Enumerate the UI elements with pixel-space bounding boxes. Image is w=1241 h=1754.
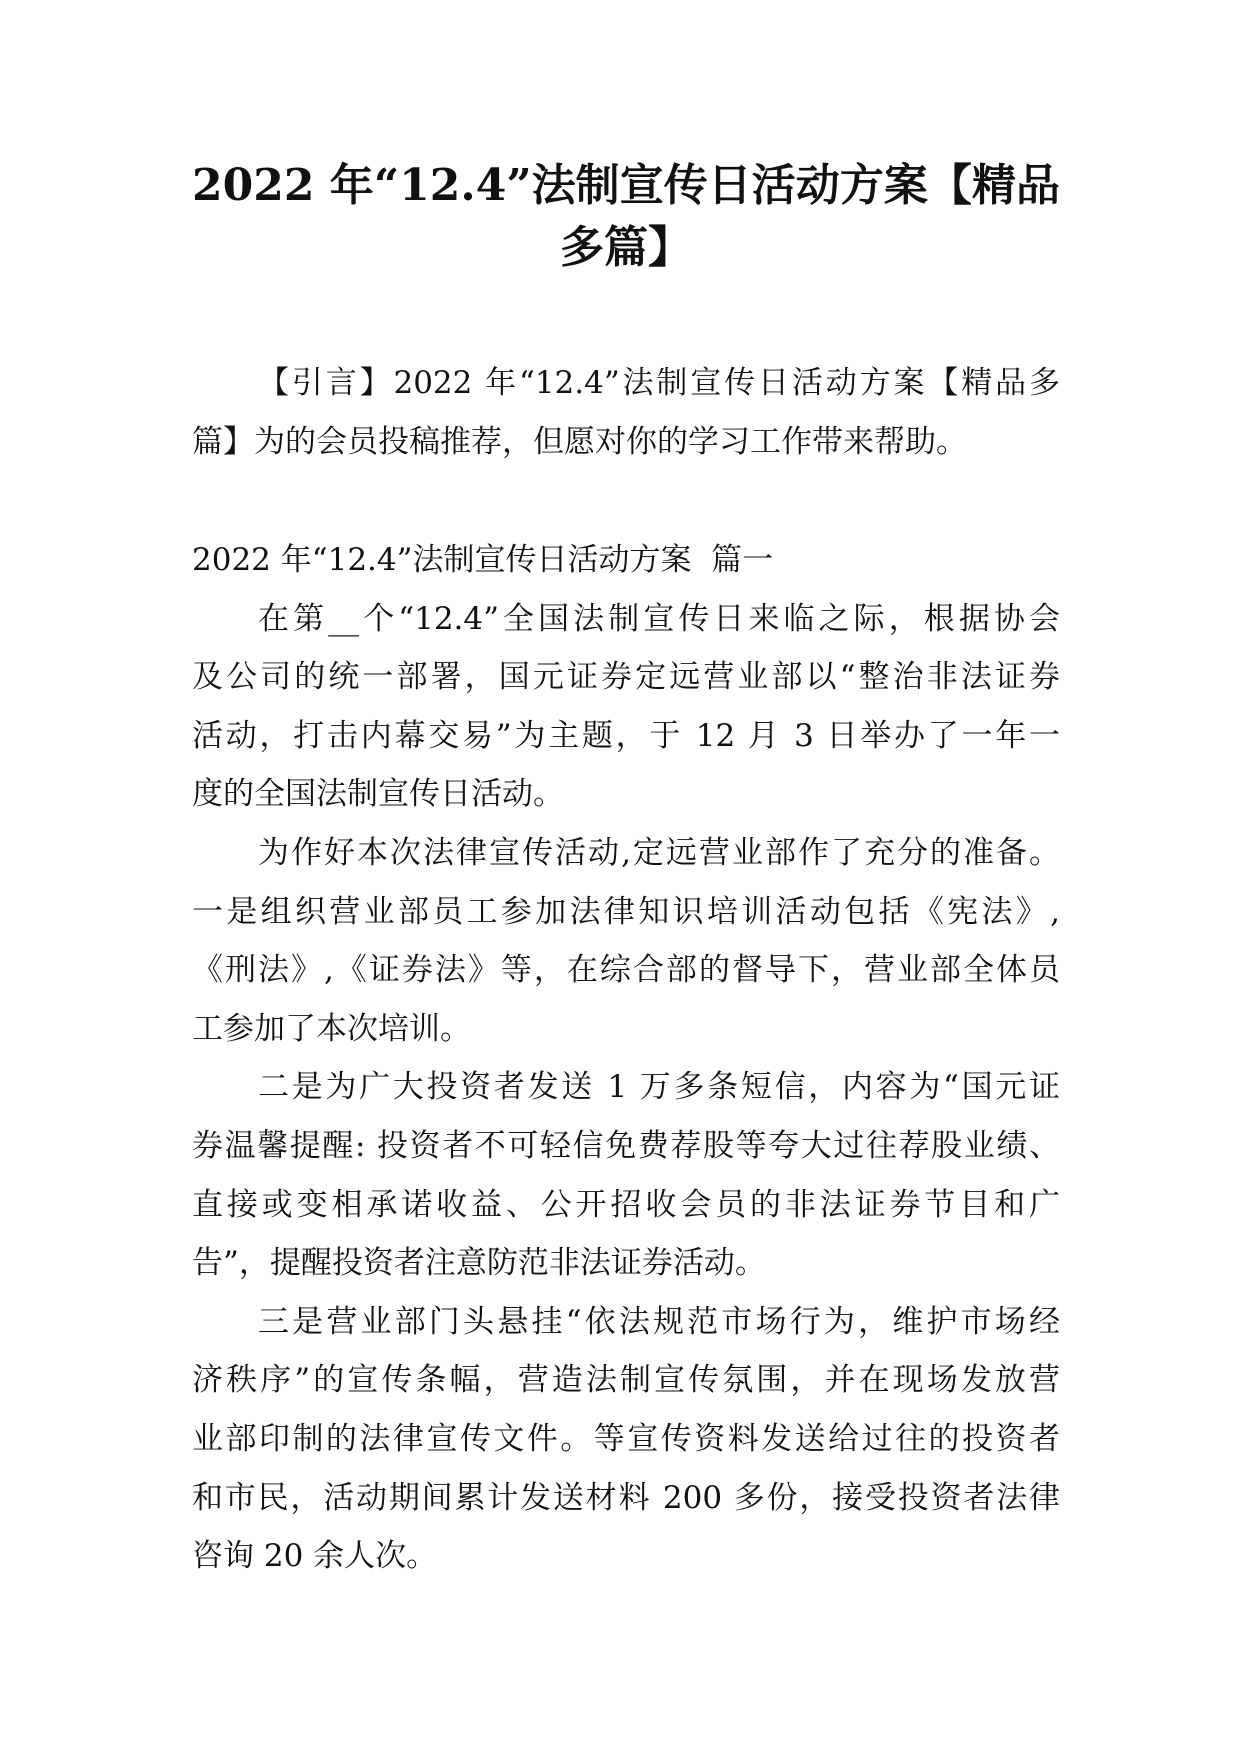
document-title (192, 155, 1060, 279)
body-paragraph (192, 1293, 1060, 1586)
paragraph-line: 券温馨提醒: 投资者不可轻信免费荐股等夸大过往荐股业绩、 (192, 1127, 1060, 1164)
section-heading: 2022 年“12.4”法制宣传日活动方案 篇一 (192, 542, 774, 578)
paragraph-line: 篇】为的会员投稿推荐，但愿对你的学习工作带来帮助。 (192, 423, 967, 460)
title-line: 2022 年“12.4”法制宣传日活动方案【精品 (192, 160, 1060, 211)
title-line: 多篇】 (560, 222, 692, 273)
paragraph-line: 一是组织营业部员工参加法律知识培训活动包括《宪法》, (192, 893, 1060, 930)
paragraph-line: 直接或变相承诺收益、公开招收会员的非法证券节目和广 (192, 1186, 1060, 1223)
paragraph-line: 二是为广大投资者发送 1 万多条短信，内容为“国元证 (258, 1069, 1060, 1106)
paragraph-line: 活动，打击内幕交易”为主题，于 12 月 3 日举办了一年一 (192, 717, 1060, 754)
paragraph-line: 及公司的统一部署，国元证券定远营业部以“整治非法证券 (192, 659, 1060, 696)
paragraph-line: 告”，提醒投资者注意防范非法证券活动。 (192, 1245, 766, 1282)
paragraph-line: 《刑法》,《证券法》等，在综合部的督导下，营业部全体员 (192, 952, 1060, 989)
body-paragraph (192, 590, 1060, 824)
paragraph-line: 和市民，活动期间累计发送材料 200 多份，接受投资者法律 (192, 1479, 1060, 1516)
body-paragraph (192, 824, 1060, 1058)
intro-paragraph (192, 354, 1060, 471)
paragraph-line: 业部印制的法律宣传文件。等宣传资料发送给过往的投资者 (192, 1420, 1060, 1457)
paragraph-line: 为作好本次法律宣传活动,定远营业部作了充分的准备。 (258, 834, 1060, 871)
body-paragraph (192, 1058, 1060, 1292)
paragraph-line: 济秩序”的宣传条幅，营造法制宣传氛围，并在现场发放营 (192, 1362, 1060, 1399)
paragraph-line: 三是营业部门头悬挂“依法规范市场行为，维护市场经 (258, 1303, 1060, 1340)
paragraph-line: 工参加了本次培训。 (192, 1010, 471, 1047)
paragraph-line: 在第__个“12.4”全国法制宣传日来临之际，根据协会 (258, 600, 1060, 637)
paragraph-line: 度的全国法制宣传日活动。 (192, 776, 564, 813)
document-body (192, 531, 1060, 1586)
paragraph-line: 【引言】2022 年“12.4”法制宣传日活动方案【精品多 (258, 365, 1060, 401)
paragraph-line: 咨询 20 余人次。 (192, 1538, 438, 1575)
